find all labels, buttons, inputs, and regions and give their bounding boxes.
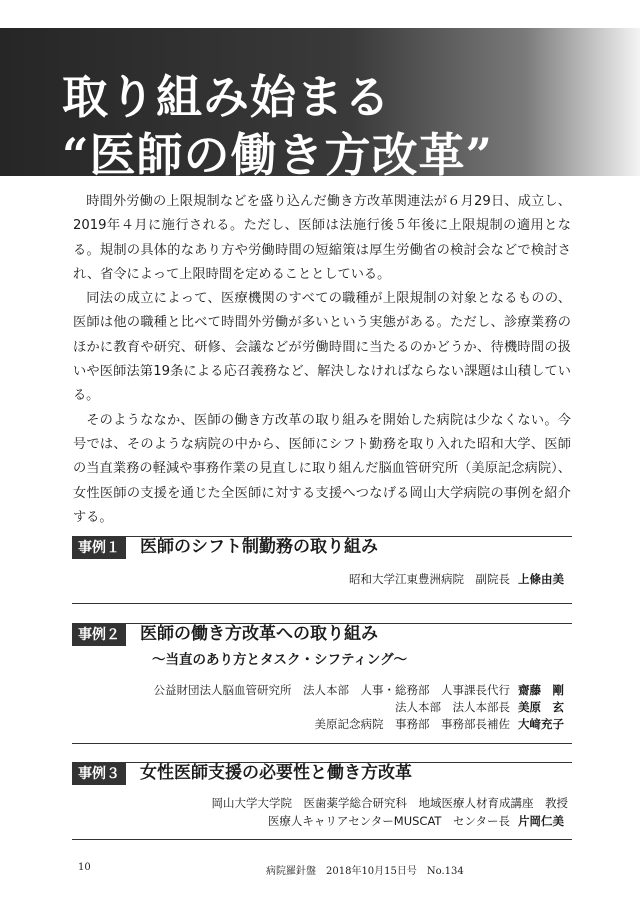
case-3 — [72, 763, 572, 843]
affiliation-org: 医療人キャリアセンターMUSCAT センター長 — [267, 814, 510, 828]
divider — [72, 839, 572, 840]
case-affiliation — [315, 716, 569, 732]
divider — [72, 603, 572, 604]
case-affiliation — [349, 571, 568, 587]
page-title-line1: 取り組み始まる — [62, 70, 391, 124]
author-name: 片岡仁美 — [518, 814, 564, 828]
author-name: 大﨑充子 — [518, 717, 564, 731]
intro-paragraph: そのようななか、医師の働き方改革の取り組みを開始した病院は少なくない。今号では、そのような病院の中から、医師にシフト勤務を取り入れた昭和大学、医師の当直業務の軽減や事務作業の見直しに取り組んだ脳血管研究所（美原記念病院）、女性医師の支援を通じた全医師に対する支援へつなげる岡山大学病院の事例を紹介する。 — [73, 412, 571, 525]
author-name: 美原 玄 — [518, 700, 564, 714]
intro-paragraph: 同法の成立によって、医療機関のすべての職種が上限規制の対象となるものの、医師は他の職種と比べて時間外労働が多いという実態がある。ただし、診療業務のほかに教育や研究、研修、会議などが労働時間に当たるのかどうか、待機時間の扱いや医師法第19条による応召義務など、解決しなければならない課題は山積している。 — [73, 291, 571, 404]
case-title: 医師のシフト制勤務の取り組み — [140, 537, 378, 557]
case-1 — [72, 537, 572, 607]
affiliation-org: 美原記念病院 事務部 事務部長補佐 — [314, 717, 510, 731]
case-affiliation — [395, 699, 568, 715]
case-affiliation — [268, 813, 568, 829]
intro-text — [73, 190, 571, 530]
case-badge: 事例３ — [72, 763, 126, 785]
affiliation-org: 昭和大学江東豊洲病院 副院長 — [349, 572, 510, 586]
affiliation-org: 法人本部 法人本部長 — [395, 700, 510, 714]
affiliation-org: 岡山大学大学院 医歯薬学総合研究科 地域医療人材育成講座 教授 — [211, 796, 568, 810]
author-name: 齋藤 剛 — [518, 683, 564, 697]
page-title-line2: “医師の働き方改革” — [62, 128, 493, 182]
page-number: 10 — [78, 862, 91, 873]
case-affiliation — [154, 682, 569, 698]
case-badge: 事例１ — [72, 537, 126, 559]
case-title: 医師の働き方改革への取り組み — [140, 624, 378, 644]
case-affiliation — [212, 795, 569, 811]
author-name: 上條由美 — [518, 572, 564, 586]
case-badge: 事例２ — [72, 624, 126, 646]
divider — [72, 743, 572, 744]
case-title: 女性医師支援の必要性と働き方改革 — [140, 763, 412, 783]
case-subtitle: ～当直のあり方とタスク・シフティング～ — [152, 652, 408, 668]
journal-info: 病院羅針盤 2018年10月15日号 No.134 — [266, 866, 464, 877]
intro-paragraph: 時間外労働の上限規制などを盛り込んだ働き方改革関連法が６月29日、成立し、2019年４月に施行される。ただし、医師は法施行後５年後に上限規制の適用となる。規制の具体的なあり方や労働時間の短縮策は厚生労働省の検討会などで検討され、省令によって上限時間を定めることとしている。 — [73, 194, 571, 282]
case-2 — [72, 624, 572, 750]
title-banner — [0, 28, 640, 182]
page-footer — [78, 862, 464, 877]
affiliation-org: 公益財団法人脳血管研究所 法人本部 人事・総務部 人事課長代行 — [153, 683, 510, 697]
